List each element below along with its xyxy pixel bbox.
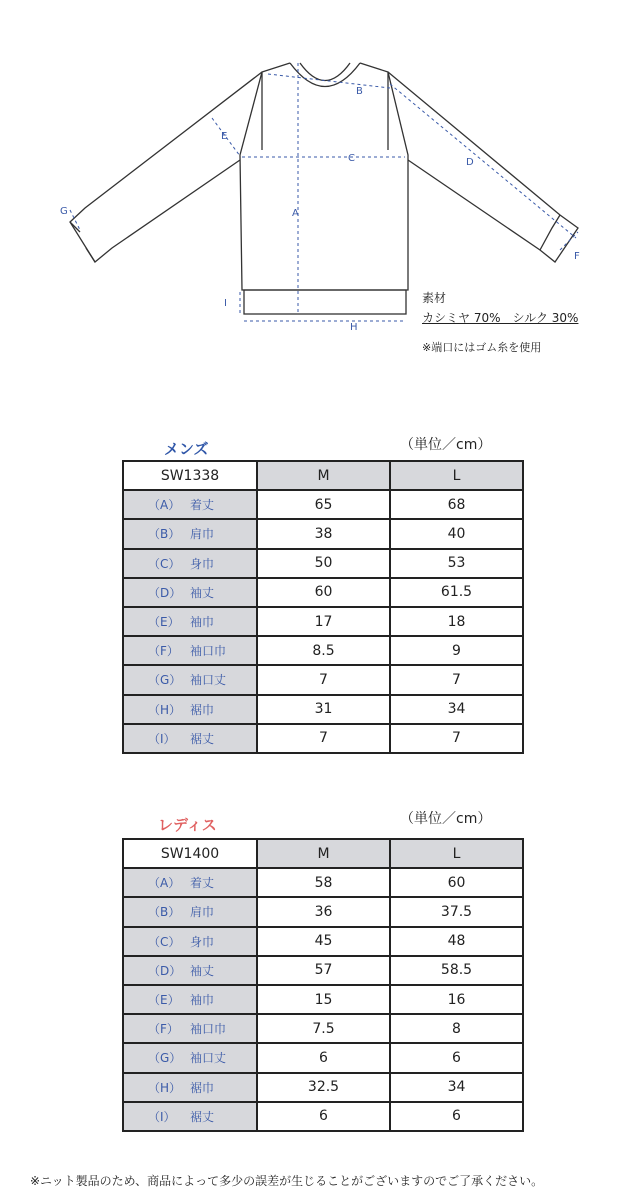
ladies-code: SW1400 [123, 839, 257, 868]
ladies-unit: （単位／cm） [400, 811, 492, 827]
measure-name: 身巾 [190, 556, 215, 571]
value-l: 37.5 [390, 897, 523, 926]
value-l: 7 [390, 724, 523, 753]
measure-name: 袖丈 [190, 963, 215, 978]
measure-name: 裾巾 [190, 1080, 215, 1095]
table-row [123, 636, 523, 665]
table-row [123, 578, 523, 607]
measure-name: 肩巾 [190, 527, 215, 542]
value-m: 45 [257, 927, 390, 956]
label-g: G [60, 206, 68, 217]
mens-size-table [122, 460, 524, 754]
measure-label [123, 1102, 257, 1131]
material-composition: カシミヤ 70% シルク 30% [422, 311, 579, 325]
table-row [123, 549, 523, 578]
value-l: 48 [390, 927, 523, 956]
measure-label [123, 490, 257, 519]
label-b: B [356, 86, 363, 97]
measure-name: 袖口丈 [190, 673, 227, 688]
measure-key: （C） [148, 934, 181, 949]
value-l: 6 [390, 1102, 523, 1131]
value-m: 7.5 [257, 1014, 390, 1043]
value-m: 8.5 [257, 636, 390, 665]
value-l: 34 [390, 1073, 523, 1102]
measure-label [123, 985, 257, 1014]
table-row [123, 927, 523, 956]
measure-name: 袖丈 [190, 585, 215, 600]
neckline [290, 63, 360, 87]
value-l: 53 [390, 549, 523, 578]
value-m: 17 [257, 607, 390, 636]
measure-name: 着丈 [190, 498, 215, 513]
table-row [123, 607, 523, 636]
material-note: ※端口にはゴム糸を使用 [422, 341, 542, 354]
value-l: 61.5 [390, 578, 523, 607]
value-l: 40 [390, 519, 523, 548]
measure-name: 袖巾 [190, 993, 215, 1008]
table-row [123, 1073, 523, 1102]
mens-title: メンズ [164, 440, 209, 458]
table-row [123, 490, 523, 519]
value-m: 38 [257, 519, 390, 548]
hem-band [244, 290, 406, 314]
label-a: A [292, 208, 299, 219]
measure-name: 袖口巾 [190, 644, 227, 659]
value-m: 7 [257, 665, 390, 694]
measure-label [123, 868, 257, 897]
measure-name: 袖巾 [190, 615, 215, 630]
ladies-size-l: L [390, 839, 523, 868]
value-l: 7 [390, 665, 523, 694]
value-m: 15 [257, 985, 390, 1014]
body-outline [240, 63, 408, 290]
measure-key: （E） [148, 993, 180, 1008]
table-row [123, 695, 523, 724]
left-sleeve [70, 72, 262, 262]
value-m: 7 [257, 724, 390, 753]
ladies-title: レディス [158, 816, 217, 834]
measure-label [123, 1014, 257, 1043]
table-row [123, 985, 523, 1014]
ladies-size-m: M [257, 839, 390, 868]
measure-label [123, 578, 257, 607]
measure-key: （H） [148, 1080, 182, 1095]
measure-label [123, 724, 257, 753]
measure-label [123, 956, 257, 985]
measure-name: 着丈 [190, 876, 215, 891]
label-c: C [348, 153, 355, 164]
measure-label [123, 519, 257, 548]
measure-label [123, 1043, 257, 1072]
table-row [123, 724, 523, 753]
mens-size-l: L [390, 461, 523, 490]
value-m: 6 [257, 1102, 390, 1131]
measure-key: （C） [148, 556, 181, 571]
measure-name: 身巾 [190, 934, 215, 949]
value-l: 60 [390, 868, 523, 897]
table-row [123, 1102, 523, 1131]
measure-label [123, 695, 257, 724]
table-row [123, 868, 523, 897]
measure-label [123, 1073, 257, 1102]
material-heading: 素材 [422, 291, 447, 305]
value-m: 6 [257, 1043, 390, 1072]
value-l: 18 [390, 607, 523, 636]
measure-name: 袖口巾 [190, 1022, 227, 1037]
measure-key: （D） [148, 963, 182, 978]
measure-key: （A） [148, 876, 181, 891]
measure-key: （F） [148, 644, 179, 659]
value-m: 57 [257, 956, 390, 985]
measure-label [123, 549, 257, 578]
value-l: 68 [390, 490, 523, 519]
measure-name: 裾丈 [190, 1109, 215, 1124]
value-m: 58 [257, 868, 390, 897]
measure-key: （F） [148, 1022, 179, 1037]
measure-key: （I） [148, 731, 176, 746]
value-m: 32.5 [257, 1073, 390, 1102]
table-row [123, 1014, 523, 1043]
label-f: F [574, 251, 580, 262]
measure-key: （B） [148, 527, 181, 542]
value-m: 36 [257, 897, 390, 926]
measure-label [123, 636, 257, 665]
value-m: 31 [257, 695, 390, 724]
value-l: 34 [390, 695, 523, 724]
table-row [123, 956, 523, 985]
label-h: H [350, 322, 358, 333]
measure-key: （B） [148, 905, 181, 920]
material-info [422, 288, 578, 358]
value-l: 9 [390, 636, 523, 665]
measure-label [123, 607, 257, 636]
footer-note: ※ニット製品のため、商品によって多少の誤差が生じることがございますのでご了承ください。 [30, 1174, 544, 1188]
measure-key: （G） [148, 1051, 182, 1066]
mens-unit: （単位／cm） [400, 437, 492, 453]
value-l: 16 [390, 985, 523, 1014]
value-m: 60 [257, 578, 390, 607]
measure-name: 裾丈 [190, 731, 215, 746]
ladies-size-table [122, 838, 524, 1132]
value-l: 6 [390, 1043, 523, 1072]
measure-key: （I） [148, 1109, 176, 1124]
measure-label [123, 927, 257, 956]
measure-key: （A） [148, 498, 181, 513]
table-row [123, 1043, 523, 1072]
label-i: I [224, 298, 227, 309]
measure-name: 肩巾 [190, 905, 215, 920]
measure-key: （G） [148, 673, 182, 688]
label-d: D [466, 157, 474, 168]
measure-key: （H） [148, 702, 182, 717]
measure-label [123, 665, 257, 694]
measure-key: （E） [148, 615, 180, 630]
mens-size-m: M [257, 461, 390, 490]
mens-code: SW1338 [123, 461, 257, 490]
table-row [123, 665, 523, 694]
measure-label [123, 897, 257, 926]
measure-name: 袖口丈 [190, 1051, 227, 1066]
table-row [123, 519, 523, 548]
measure-key: （D） [148, 585, 182, 600]
table-row [123, 897, 523, 926]
value-m: 50 [257, 549, 390, 578]
value-l: 58.5 [390, 956, 523, 985]
value-m: 65 [257, 490, 390, 519]
measure-name: 裾巾 [190, 702, 215, 717]
label-e: E [221, 131, 228, 142]
value-l: 8 [390, 1014, 523, 1043]
